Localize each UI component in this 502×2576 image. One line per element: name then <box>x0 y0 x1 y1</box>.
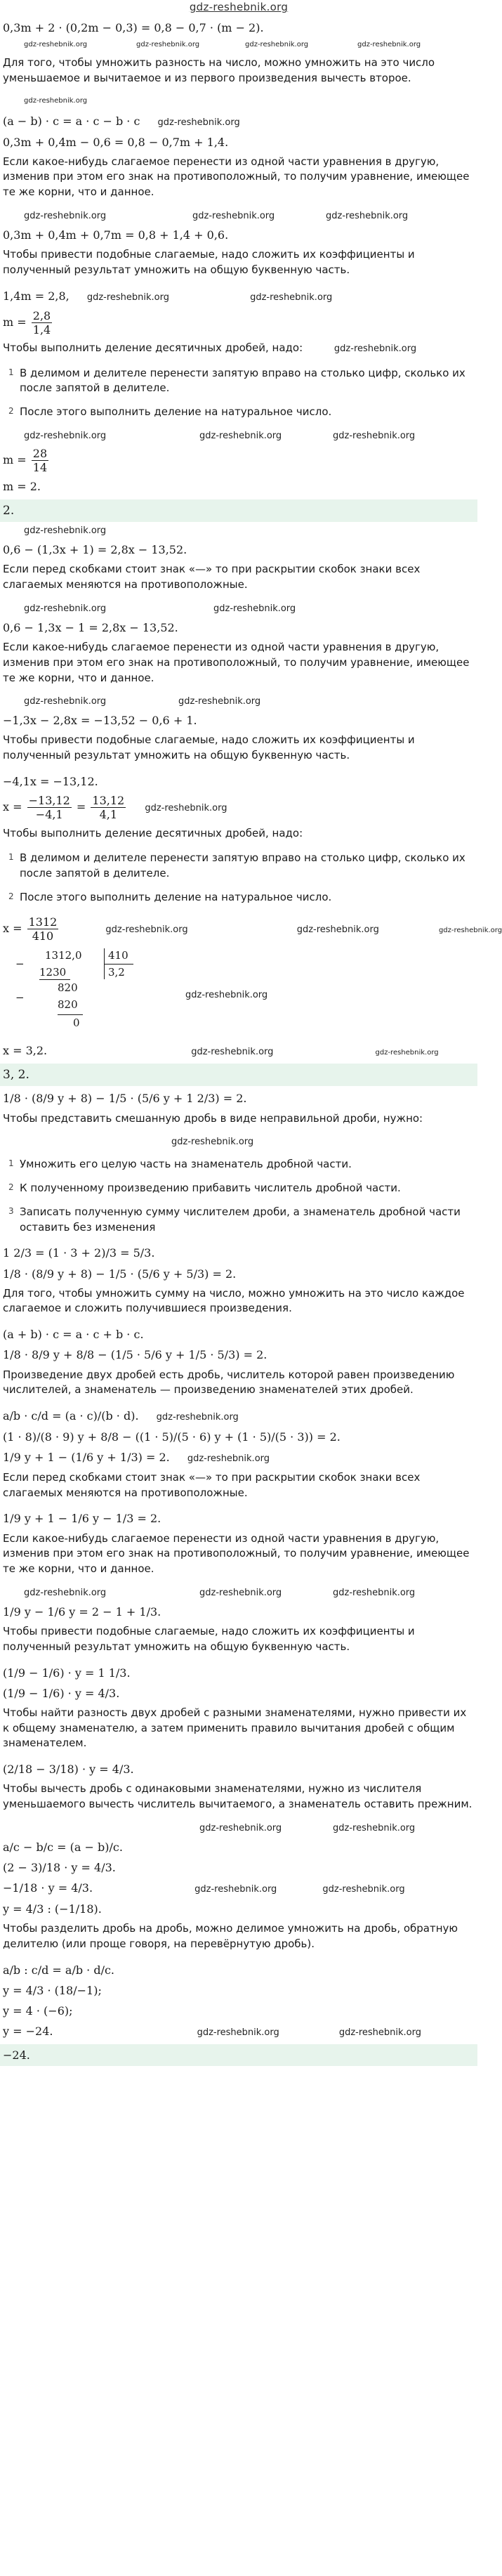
equation: (1/9 − 1/6) · y = 4/3. <box>3 1686 120 1700</box>
equation <box>3 288 475 305</box>
list-item <box>3 405 475 420</box>
fraction <box>27 794 72 821</box>
equation-lhs: m = <box>3 453 27 467</box>
steps-list <box>3 366 475 420</box>
denominator: 1,4 <box>32 322 51 336</box>
rule-text: Чтобы разделить дробь на дробь, можно делимое умножить на дробь, обратную делителю (или проще говоря, на перевёрнутую дробь). <box>3 1922 458 1951</box>
equation-text: 0,3m + 0,4m − 0,6 = 0,8 − 0,7m + 1,4. <box>3 135 229 149</box>
watermark: gdz-reshebnik.org <box>296 924 379 935</box>
formula <box>3 113 475 130</box>
rule-text: Чтобы привести подобные слагаемые, надо сложить их коэффициенты и полученный результат умножить на общую буквенную часть. <box>3 248 415 276</box>
rule-text: Чтобы вычесть дробь с одинаковыми знаменателями, нужно из числителя уменьшаемого вычесть числитель вычитаемого, а знаменатель оставить прежним. <box>3 1782 473 1811</box>
steps-list <box>3 1157 475 1235</box>
equation: 0,3m + 2 · (0,2m − 0,3) = 0,8 − 0,7 · (m − 2). <box>3 21 264 34</box>
site-logo[interactable]: gdz-reshebnik.org <box>189 1 289 13</box>
list-item-text: Записать полученную сумму числителем дроби, а знаменатель дробной части оставить без изменения <box>20 1205 461 1234</box>
watermark: gdz-reshebnik.org <box>178 696 261 707</box>
equation-text: −1/18 · y = 4/3. <box>3 1881 93 1895</box>
watermark: gdz-reshebnik.org <box>199 430 282 441</box>
list-number: 1 <box>8 367 14 377</box>
subtraction-line <box>58 1014 83 1015</box>
equals-sign: = <box>76 800 86 814</box>
equation: (2/18 − 3/18) · y = 4/3. <box>3 1763 134 1777</box>
watermark-row <box>3 695 475 708</box>
watermark-row <box>3 1822 475 1835</box>
task-label: 2. <box>0 499 477 523</box>
rule-text: Чтобы выполнить деление десятичных дробей, надо: <box>3 826 303 839</box>
equation <box>3 1449 475 1466</box>
dividend: 1312,0 <box>45 948 82 962</box>
equation: 1/8 · (8/9 y + 8) − 1/5 · (5/6 y + 5/3) = 2. <box>3 1267 237 1281</box>
equation: −1,3x − 2,8x = −13,52 − 0,6 + 1. <box>3 714 197 728</box>
fraction <box>91 794 126 821</box>
fraction <box>32 447 48 474</box>
watermark-row <box>3 430 475 443</box>
watermark: gdz-reshebnik.org <box>24 430 107 441</box>
watermark: gdz-reshebnik.org <box>24 41 88 49</box>
watermark-row <box>3 603 475 615</box>
watermark: gdz-reshebnik.org <box>357 41 421 49</box>
subtrahend: 1230 <box>39 965 67 979</box>
rule-text: Если какое-нибудь слагаемое перенести из одной части уравнения в другую, изменив при этом его знак на противоположный, то получим уравнение, имеющее те же корни, что и данное. <box>3 155 470 199</box>
numerator: 1312 <box>28 915 58 929</box>
equation: 1/9 y − 1/6 y = 2 − 1 + 1/3. <box>3 1604 161 1619</box>
rule-text: Для того, чтобы умножить сумму на число, можно умножить на это число каждое слагаемое и сложить получившиеся произведения. <box>3 1286 465 1315</box>
list-item-text: После этого выполнить деление на натуральное число. <box>20 890 332 903</box>
watermark-row <box>3 96 475 109</box>
site-header <box>0 0 477 15</box>
equation: y = 4/3 : (−1/18). <box>3 1902 102 1916</box>
watermark: gdz-reshebnik.org <box>438 926 502 934</box>
list-number: 1 <box>8 1158 14 1169</box>
equation-lhs: x = <box>3 921 22 935</box>
watermark: gdz-reshebnik.org <box>333 430 416 441</box>
numerator: 2,8 <box>32 308 51 322</box>
list-item <box>3 366 475 397</box>
steps-list <box>3 851 475 905</box>
watermark: gdz-reshebnik.org <box>338 2027 421 2039</box>
watermark: gdz-reshebnik.org <box>86 292 169 303</box>
equation: 1/9 y + 1 − 1/6 y − 1/3 = 2. <box>3 1512 161 1526</box>
watermark: gdz-reshebnik.org <box>105 924 188 935</box>
division-bar <box>104 964 133 965</box>
task-label: 3, 2. <box>0 1064 477 1087</box>
equation: −4,1x = −13,12. <box>3 774 98 788</box>
equation-text: y = −24. <box>3 2025 53 2039</box>
watermark: gdz-reshebnik.org <box>145 803 227 814</box>
rule-text <box>3 341 475 356</box>
equation-lhs: m = <box>3 315 27 329</box>
rule-text: Для того, чтобы умножить разность на число, можно умножить на это число уменьшаемое и вычитаемое и из первого произведения вычесть второе. <box>3 56 435 84</box>
watermark: gdz-reshebnik.org <box>326 210 409 221</box>
watermark: gdz-reshebnik.org <box>199 1822 282 1833</box>
fraction <box>27 915 59 943</box>
divisor: 410 <box>108 948 128 962</box>
minus-sign: − <box>15 957 25 970</box>
equation: 0,6 − (1,3x + 1) = 2,8x − 13,52. <box>3 543 187 557</box>
rule-text: Чтобы привести подобные слагаемые, надо сложить их коэффициенты и полученный результат умножить на общую буквенную часть. <box>3 1625 415 1653</box>
equation: y = 4/3 · (18/−1); <box>3 1984 102 1997</box>
equation-lhs: x = <box>3 800 22 814</box>
watermark: gdz-reshebnik.org <box>192 210 275 221</box>
rule-text: Если перед скобками стоит знак «—» то при раскрытии скобок знаки всех слагаемых меняются на противоположные. <box>3 1470 421 1499</box>
equation-text: 0,6 − 1,3x − 1 = 2,8x − 13,52. <box>3 620 178 634</box>
quotient: 3,2 <box>108 965 125 979</box>
rule-text: Если какое-нибудь слагаемое перенести из одной части уравнения в другую, изменив при этом его знак на противоположный, то получим уравнение, имеющее те же корни, что и данное. <box>3 1531 470 1576</box>
equation <box>3 1042 475 1059</box>
watermark: gdz-reshebnik.org <box>245 41 309 49</box>
remainder: 820 <box>58 981 78 994</box>
watermark: gdz-reshebnik.org <box>185 989 268 1000</box>
watermark: gdz-reshebnik.org <box>322 1884 405 1895</box>
rule-text: Чтобы привести подобные слагаемые, надо сложить их коэффициенты и полученный результат умножить на общую буквенную часть. <box>3 733 415 762</box>
watermark: gdz-reshebnik.org <box>250 292 333 303</box>
numerator: 13,12 <box>92 794 125 808</box>
equation <box>3 620 475 636</box>
list-number: 2 <box>8 1182 14 1193</box>
equation <box>3 309 475 336</box>
watermark: gdz-reshebnik.org <box>333 1822 416 1833</box>
minus-sign: − <box>15 990 25 1004</box>
watermark: gdz-reshebnik.org <box>156 1412 239 1423</box>
equation-text: x = 3,2. <box>3 1043 48 1057</box>
equation <box>3 447 475 474</box>
watermark: gdz-reshebnik.org <box>194 1884 277 1895</box>
formula <box>3 1408 475 1425</box>
watermark: gdz-reshebnik.org <box>191 1046 274 1057</box>
formula-text: a/b · c/d = (a · c)/(b · d). <box>3 1409 139 1423</box>
equation: 1/8 · 8/9 y + 8/8 − (1/5 · 5/6 y + 1/5 · 5/3) = 2. <box>3 1348 267 1362</box>
watermark: gdz-reshebnik.org <box>24 525 107 537</box>
watermark: gdz-reshebnik.org <box>24 96 88 105</box>
list-item <box>3 1157 475 1172</box>
formula: (a + b) · c = a · c + b · c. <box>3 1328 144 1342</box>
equation-text: 1,4m = 2,8, <box>3 289 70 303</box>
rule-text: Произведение двух дробей есть дробь, числитель которой равен произведению числителей, а знаменатель — произведению знаменателей этих дробей. <box>3 1368 455 1397</box>
denominator: 410 <box>32 929 54 943</box>
rule-text: Если какое-нибудь слагаемое перенести из одной части уравнения в другую, изменив при этом его знак на противоположный, то получим уравнение, имеющее те же корни, что и данное. <box>3 641 470 684</box>
remainder: 0 <box>73 1016 80 1029</box>
equation <box>3 2023 475 2040</box>
subtrahend: 820 <box>58 998 78 1011</box>
equation: y = 4 · (−6); <box>3 2004 73 2018</box>
formula: a/c − b/c = (a − b)/c. <box>3 1840 123 1854</box>
list-number: 3 <box>8 1205 14 1216</box>
watermark: gdz-reshebnik.org <box>375 1048 439 1057</box>
rule-text: Чтобы найти разность двух дробей с разными знаменателями, нужно привести их к общему знаменателю, а затем применить правило вычитания дробей с общим знаменателем. <box>3 1706 467 1750</box>
list-item-text: После этого выполнить деление на натуральное число. <box>20 405 332 419</box>
list-item <box>3 1181 475 1196</box>
equation: (1/9 − 1/6) · y = 1 1/3. <box>3 1666 131 1680</box>
equation: 0,3m + 0,4m + 0,7m = 0,8 + 1,4 + 0,6. <box>3 228 229 242</box>
watermark: gdz-reshebnik.org <box>333 1587 416 1598</box>
list-number: 1 <box>8 852 14 863</box>
solution-3 <box>0 1090 477 2040</box>
equation: m = 2. <box>3 480 41 494</box>
watermark: gdz-reshebnik.org <box>213 603 296 614</box>
list-item-text: Умножить его целую часть на знаменатель дробной части. <box>20 1158 352 1171</box>
denominator: −4,1 <box>35 808 63 822</box>
equation-text: 1/9 y + 1 − (1/6 y + 1/3) = 2. <box>3 1451 170 1465</box>
watermark: gdz-reshebnik.org <box>197 2027 279 2039</box>
list-item-text: В делимом и делителе перенести запятую вправо на столько цифр, сколько их после запятой в делителе. <box>20 851 465 880</box>
equation <box>3 134 475 150</box>
list-item <box>3 1205 475 1236</box>
watermark-row <box>3 40 475 53</box>
equation <box>3 915 502 943</box>
watermark: gdz-reshebnik.org <box>199 1587 282 1598</box>
watermark-row <box>3 1136 475 1149</box>
equation: 1/8 · (8/9 y + 8) − 1/5 · (5/6 y + 1 2/3) = 2. <box>3 1092 247 1106</box>
watermark: gdz-reshebnik.org <box>24 696 107 707</box>
formula-text: (a − b) · c = a · c − b · c <box>3 114 140 128</box>
watermark-row <box>3 525 475 537</box>
fraction <box>32 309 52 336</box>
watermark: gdz-reshebnik.org <box>136 41 200 49</box>
watermark-row <box>3 210 475 223</box>
equation <box>3 1880 475 1897</box>
denominator: 4,1 <box>99 808 118 822</box>
watermark: gdz-reshebnik.org <box>24 603 107 614</box>
watermark: gdz-reshebnik.org <box>24 1587 107 1598</box>
list-number: 2 <box>8 891 14 901</box>
rule-text-content: Чтобы выполнить деление десятичных дробей, надо: <box>3 341 303 354</box>
rule-text: Чтобы представить смешанную дробь в виде неправильной дроби, нужно: <box>3 1111 423 1125</box>
long-division <box>3 947 475 1038</box>
list-number: 2 <box>8 406 14 417</box>
solution-1 <box>0 20 477 495</box>
numerator: −13,12 <box>28 794 70 808</box>
formula: a/b : c/d = a/b · d/c. <box>3 1963 115 1977</box>
equation: 1 2/3 = (1 · 3 + 2)/3 = 5/3. <box>3 1246 155 1260</box>
rule-text: Если перед скобками стоит знак «—» то при раскрытии скобок знаки всех слагаемых меняются на противоположные. <box>3 563 421 591</box>
subtraction-line <box>39 979 70 980</box>
list-item-text: В делимом и делителе перенести запятую вправо на столько цифр, сколько их после запятой в делителе. <box>20 366 465 395</box>
list-item <box>3 890 475 905</box>
watermark: gdz-reshebnik.org <box>171 1137 254 1148</box>
watermark-row <box>3 1587 475 1600</box>
denominator: 14 <box>32 461 48 475</box>
list-item-text: К полученному произведению прибавить числитель дробной части. <box>20 1182 401 1195</box>
equation: (2 − 3)/18 · y = 4/3. <box>3 1861 116 1875</box>
watermark: gdz-reshebnik.org <box>24 210 107 221</box>
solution-2 <box>0 525 502 1059</box>
watermark: gdz-reshebnik.org <box>157 117 240 128</box>
numerator: 28 <box>32 446 48 460</box>
watermark: gdz-reshebnik.org <box>187 1453 270 1465</box>
list-item <box>3 851 475 882</box>
watermark: gdz-reshebnik.org <box>333 343 417 354</box>
final-answer: −24. <box>0 2044 477 2066</box>
equation: (1 · 8)/(8 · 9) y + 8/8 − ((1 · 5)/(5 · 6) y + (1 · 5)/(5 · 3)) = 2. <box>3 1430 341 1444</box>
equation <box>3 794 475 821</box>
